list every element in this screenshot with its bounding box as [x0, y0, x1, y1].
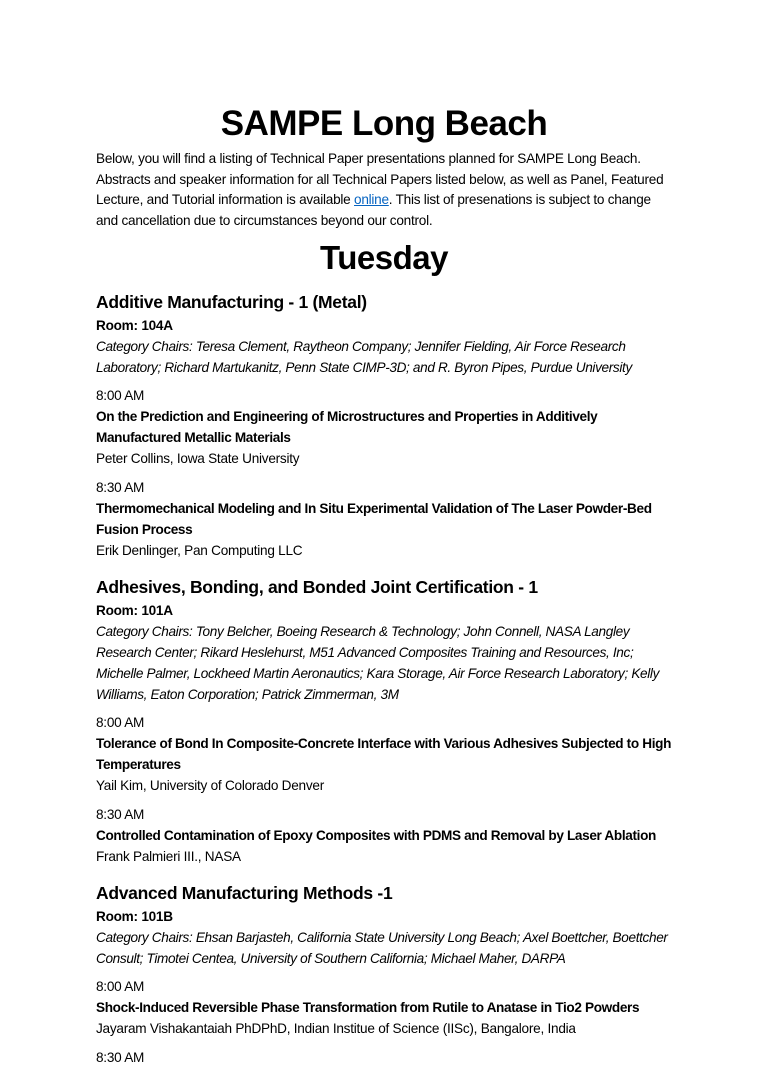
- session-heading: Advanced Manufacturing Methods -1: [96, 883, 393, 903]
- intro-text: Below, you will find a listing of Technical Paper presentations planned for SAMPE Long Beach. Abstracts and speaker information for all Technical Papers listed below, as well as Panel, Featured Lecture, and Tutorial information is available: [96, 151, 664, 208]
- talk-time: 8:30 AM: [96, 1050, 145, 1065]
- day-heading: Tuesday: [320, 239, 448, 276]
- talk-item: [96, 477, 676, 561]
- talk-item: [96, 804, 676, 867]
- talk-title: Controlled Contamination of Epoxy Composites with PDMS and Removal by Laser Ablation: [96, 828, 656, 843]
- talk-author: Jayaram Vishakantaiah PhDPhD, Indian Institue of Science (IISc), Bangalore, India: [96, 1021, 576, 1036]
- talk-item: [96, 712, 676, 796]
- talk-title: Shock-Induced Reversible Phase Transformation from Rutile to Anatase in Tio2 Powders: [96, 1000, 640, 1015]
- talk-author: Erik Denlinger, Pan Computing LLC: [96, 543, 303, 558]
- talk-time: 8:30 AM: [96, 807, 145, 822]
- session-chairs: Category Chairs: Teresa Clement, Raytheon Company; Jennifer Fielding, Air Force Research Laboratory; Richard Martukanitz, Penn State CIMP-3D; and R. Byron Pipes, Purdue University: [96, 339, 632, 375]
- intro-paragraph: [96, 149, 672, 231]
- sessions-list: [96, 290, 676, 1082]
- talk-item: [96, 385, 676, 469]
- talk-title: Tolerance of Bond In Composite-Concrete Interface with Various Adhesives Subjected to High Temperatures: [96, 736, 672, 772]
- talk-time: 8:00 AM: [96, 715, 145, 730]
- session-room: Room: 101B: [96, 909, 173, 924]
- session-room: Room: 104A: [96, 318, 173, 333]
- talk-title: On the Prediction and Engineering of Microstructures and Properties in Additively Manufactured Metallic Materials: [96, 409, 598, 445]
- talk-time: 8:00 AM: [96, 388, 145, 403]
- session-room: Room: 101A: [96, 603, 173, 618]
- talk-time: 8:00 AM: [96, 979, 145, 994]
- session-section: [96, 881, 676, 1068]
- page-title: SAMPE Long Beach: [220, 104, 548, 143]
- talk-author: Frank Palmieri III., NASA: [96, 849, 241, 864]
- session-heading: Additive Manufacturing - 1 (Metal): [96, 292, 367, 312]
- session-chairs: Category Chairs: Ehsan Barjasteh, California State University Long Beach; Axel Boettcher, Boettcher Consult; Timotei Centea, University of Southern California; Michael Maher, DARPA: [96, 930, 668, 966]
- session-heading: Adhesives, Bonding, and Bonded Joint Certification - 1: [96, 577, 538, 597]
- talk-author: Peter Collins, Iowa State University: [96, 451, 300, 466]
- session-section: [96, 290, 676, 561]
- talk-item: [96, 976, 676, 1039]
- talk-author: Yail Kim, University of Colorado Denver: [96, 778, 324, 793]
- talk-time: 8:30 AM: [96, 480, 145, 495]
- intro-text-end: . This list of presenations is subject to change and cancellation due to circumstances beyond our control.: [96, 192, 651, 228]
- session-section: [96, 575, 676, 867]
- online-link[interactable]: online: [354, 192, 389, 208]
- talk-title: Thermomechanical Modeling and In Situ Experimental Validation of The Laser Powder-Bed Fusion Process: [96, 501, 652, 537]
- session-chairs: Category Chairs: Tony Belcher, Boeing Research & Technology; John Connell, NASA Langley Research Center; Rikard Heslehurst, M51 Advanced Composites Training and Resources, Inc; Michelle Palmer, Lockheed Martin Aeronautics; Kara Storage, Air Force Research Laboratory; Kelly Williams, Eaton Corporation; Patrick Zimmerman, 3M: [96, 624, 660, 702]
- talk-item: [96, 1047, 676, 1068]
